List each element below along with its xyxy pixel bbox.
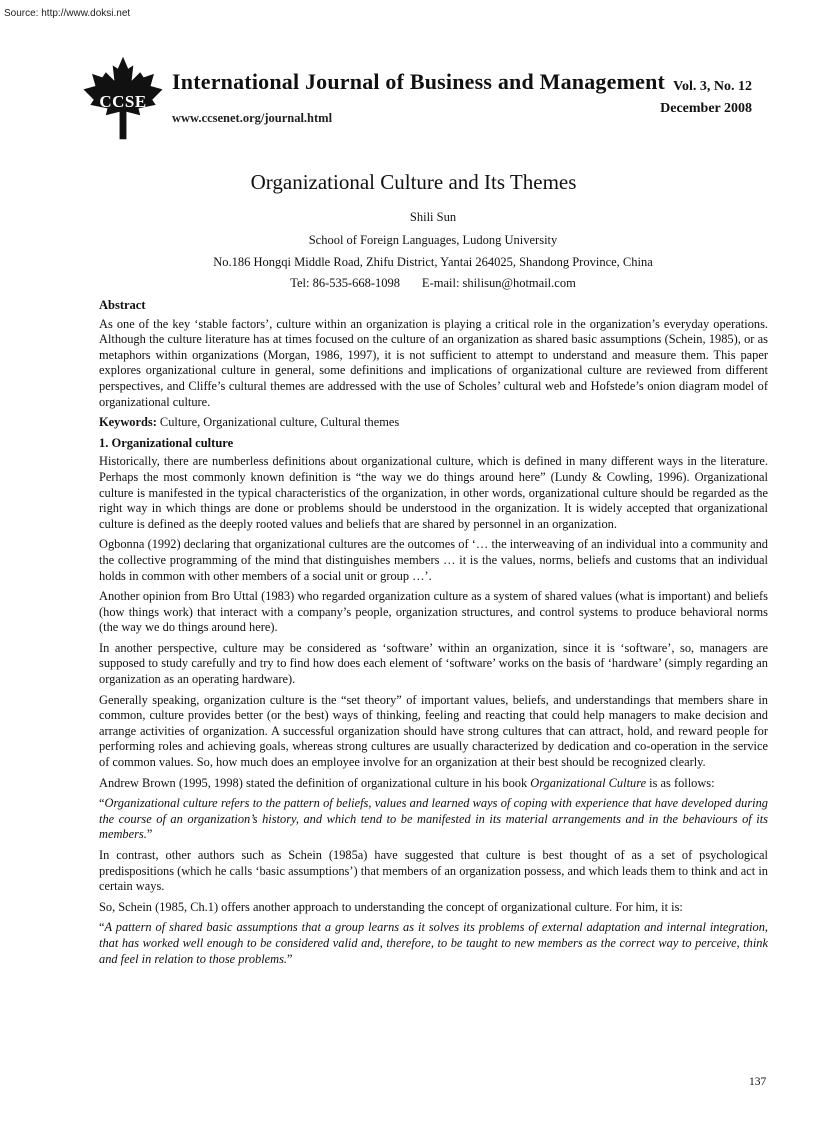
quote-text: A pattern of shared basic assumptions that a group learns as it solves its problems of external adaptation and internal integration, that has worked well enough to be considered valid and, therefore, to be taught to new members as the correct way to perceive, think and feel in relation to those problems.	[99, 920, 768, 966]
paragraph: Generally speaking, organization culture is the “set theory” of important values, beliefs, and understandings that members share in common, culture provides better (or the best) ways of thinking, feeling and reacting that could help managers to make decision and arrange activities of organization. A successful organization should have strong cultures that can attract, hold, and reward people for performing roles and achieving goals, whereas strong cultures are usually characterized by dedication and co-operation in the service of common values. So, how much does an employee involve for an organization at their best should be recognized clearly.	[99, 692, 768, 770]
volume-issue: Vol. 3, No. 12	[673, 79, 752, 94]
issue-date: December 2008	[660, 101, 752, 116]
author-name: Shili Sun	[409, 210, 457, 224]
abstract-heading: Abstract	[99, 298, 146, 312]
book-title: Organizational Culture	[530, 775, 647, 790]
journal-name: International Journal of Business and Management	[172, 69, 666, 94]
page-number: 137	[749, 1076, 767, 1088]
author-affiliation: School of Foreign Languages, Ludong University	[308, 233, 558, 247]
logo-text: CCSE	[99, 92, 147, 111]
section-heading: 1. Organizational culture	[99, 435, 234, 450]
quote-mark: ”	[146, 827, 153, 842]
abstract-text: As one of the key ‘stable factors’, culture within an organization is playing a critical role in the organization’s everyday operations. Although the culture literature has at times focused on the culture of an organization as shared basic assumptions (Schein, 1985), or as metaphors within organizations (Morgan, 1986, 1997), it is not sufficient to attempt to understand and measure them. This paper explores organizational culture in general, some definitions and implications of organizational culture are reviewed from different perspectives, and Cliffe’s cultural themes are addressed with the use of Scholes’ cultural web and Hofstede’s onion diagram model of organizational culture.	[99, 316, 768, 409]
paragraph: So, Schein (1985, Ch.1) offers another approach to understanding the concept of organizational culture. For him, it is:	[99, 899, 683, 914]
author-address: No.186 Hongqi Middle Road, Zhifu District, Yantai 264025, Shandong Province, China	[213, 255, 653, 269]
article-title: Organizational Culture and Its Themes	[250, 170, 577, 194]
quote-mark: ”	[287, 951, 293, 966]
block-quote	[99, 920, 768, 967]
quote-mark: “	[99, 920, 105, 935]
paragraph: In contrast, other authors such as Schein (1985a) have suggested that culture is best thought of as a set of psychological predispositions (which he calls ‘basic assumptions’) that members of an organization possess, and which leads them to think and act in certain ways.	[99, 848, 768, 894]
paragraph	[99, 776, 768, 792]
block-quote	[99, 796, 768, 843]
paragraph: Historically, there are numberless definitions about organizational culture, which is defined in many different ways in the literature. Perhaps the most commonly known definition is “the way we do things around here” (Lundy & Cowling, 1996). Organizational culture is manifested in the typical characteristics of the organization, in other words, organizational culture should be regarded as the right way in which things are done or problems should be understood in the organization. It is widely accepted that organizational culture is defined as the deeply rooted values and beliefs that are shared by personnel in an organization.	[99, 454, 768, 531]
quote-mark: “	[99, 796, 105, 811]
paragraph: Another opinion from Bro Uttal (1983) who regarded organization culture as a system of shared values (what is important) and beliefs (how things work) that interact with a company’s people, organization structures, and control systems to produce behavioral norms (the way we do things around here).	[99, 589, 768, 635]
quote-text: Organizational culture refers to the pattern of beliefs, values and learned ways of coping with experience that have developed during the course of an organization’s history, and which tend to be manifested in its material arrangements and in the behaviours of its members.	[99, 796, 768, 842]
journal-masthead	[80, 55, 760, 145]
keywords-label: Keywords:	[99, 415, 157, 430]
source-url: Source: http://www.doksi.net	[4, 8, 131, 19]
paragraph-text: is as follows:	[646, 775, 715, 790]
keywords	[99, 415, 768, 431]
journal-url: www.ccsenet.org/journal.html	[172, 111, 333, 125]
author-contact: Tel: 86-535-668-1098 E-mail: shilisun@hotmail.com	[290, 276, 576, 290]
paragraph-text: Andrew Brown (1995, 1998) stated the definition of organizational culture in his book	[99, 775, 531, 790]
keywords-text: Culture, Organizational culture, Cultural themes	[156, 415, 400, 430]
paragraph: In another perspective, culture may be considered as ‘software’ within an organization, since it is ‘software’, so, managers are supposed to study carefully and try to find how does each element of ‘software’ works on the basis of ‘hardware’ (simply regarding an organization as an operating hardware).	[99, 640, 768, 687]
paragraph: Ogbonna (1992) declaring that organizational cultures are the outcomes of ‘… the interweaving of an individual into a community and the collective programming of the mind that distinguishes members … it is the values, norms, beliefs and customs that an individual holds in common with other members of a social unit or group …’.	[99, 537, 768, 583]
ccse-logo	[80, 55, 166, 141]
article-body	[99, 298, 768, 972]
